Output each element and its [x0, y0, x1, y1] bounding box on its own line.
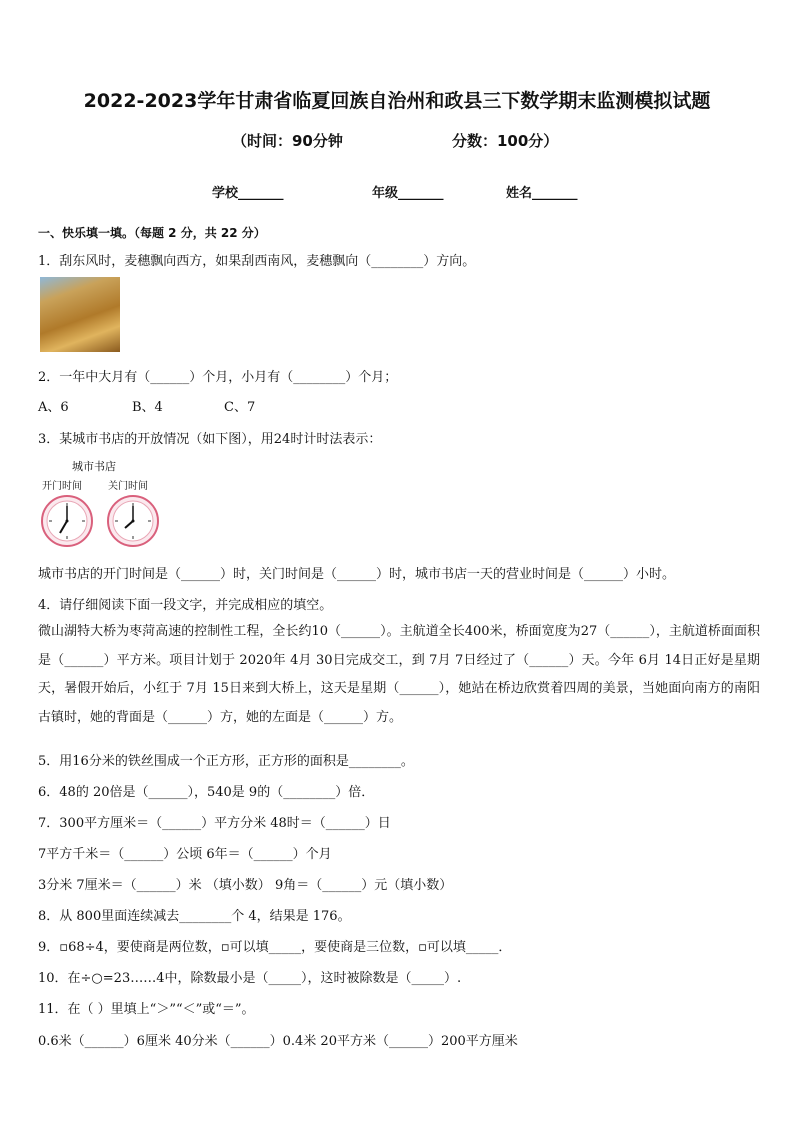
question-6: 6．48的 20倍是（______），540是 9的（________）倍． [38, 785, 375, 800]
clock-figure-title: 城市书店 [72, 460, 116, 473]
school-field: 学校_______ [212, 186, 284, 201]
question-2-option-a: A、6 [38, 400, 69, 415]
exam-score: 分数：100分） [452, 132, 559, 150]
section-heading: 一、快乐填一填。（每题 2 分，共 22 分） [38, 226, 266, 240]
question-7-line-1: 7．300平方厘米＝（______）平方分米 48时＝（______）日 [38, 816, 391, 831]
question-2-option-b: B、4 [132, 400, 163, 415]
question-1: 1．刮东风时，麦穗飘向西方，如果刮西南风，麦穗飘向（________）方向。 [38, 254, 476, 269]
open-time-label: 开门时间 [42, 481, 82, 492]
question-10: 10．在÷○=23……4中，除数最小是（_____），这时被除数是（_____）. [38, 971, 462, 986]
name-field: 姓名_______ [506, 186, 578, 201]
grade-field: 年级_______ [372, 186, 444, 201]
question-11-row: 0.6米（______）6厘米 40分米（______）0.4米 20平方米（______）200平方厘米 [38, 1034, 518, 1049]
question-7-line-2: 7平方千米＝（______）公顷 6年＝（______）个月 [38, 847, 332, 862]
question-2: 2．一年中大月有（______）个月，小月有（________）个月； [38, 370, 398, 385]
question-11: 11．在（ ）里填上“＞”“＜”或“＝”。 [38, 1002, 255, 1017]
question-5: 5．用16分米的铁丝围成一个正方形，正方形的面积是________。 [38, 754, 414, 769]
question-8: 8．从 800里面连续减去________个 4，结果是 176。 [38, 909, 351, 924]
question-3-answer: 城市书店的开门时间是（______）时，关门时间是（______）时，城市书店一天的营业时间是（______）小时。 [38, 567, 676, 582]
question-3: 3．某城市书店的开放情况（如下图），用24时计时法表示： [38, 432, 382, 447]
wheat-photo [40, 277, 120, 352]
close-time-label: 关门时间 [108, 481, 148, 492]
question-7-line-3: 3分米 7厘米＝（______）米 （填小数） 9角＝（______）元（填小数） [38, 878, 453, 893]
open-clock-icon [40, 494, 94, 548]
question-9: 9．▫68÷4，要使商是两位数，▫可以填_____，要使商是三位数，▫可以填_____． [38, 940, 512, 955]
question-2-option-c: C、7 [224, 400, 256, 415]
close-clock-icon [106, 494, 160, 548]
question-4-paragraph: 微山湖特大桥为枣菏高速的控制性工程，全长约10（______）。主航道全长400米，桥面宽度为27（______），主航道桥面面积是（______）平方米。项目计划于 2020年 4月 30日完成交工，到 7月 7日经过了（______）天。今年 6月 14日正好是星期天，暑假开始后，小红于 7月 15日来到大桥上，这天是星期（______），她站在桥边欣赏着四周的美景，当她面向南方的南阳古镇时，她的背面是（______）方，她的左面是（______）方。 [38, 624, 760, 726]
question-4: 4．请仔细阅读下面一段文字，并完成相应的填空。 [38, 598, 333, 613]
exam-time: （时间：90分钟 [232, 132, 343, 150]
clock-figure [40, 458, 165, 553]
exam-title: 2022-2023学年甘肃省临夏回族自治州和政县三下数学期末监测模拟试题 [83, 90, 711, 112]
